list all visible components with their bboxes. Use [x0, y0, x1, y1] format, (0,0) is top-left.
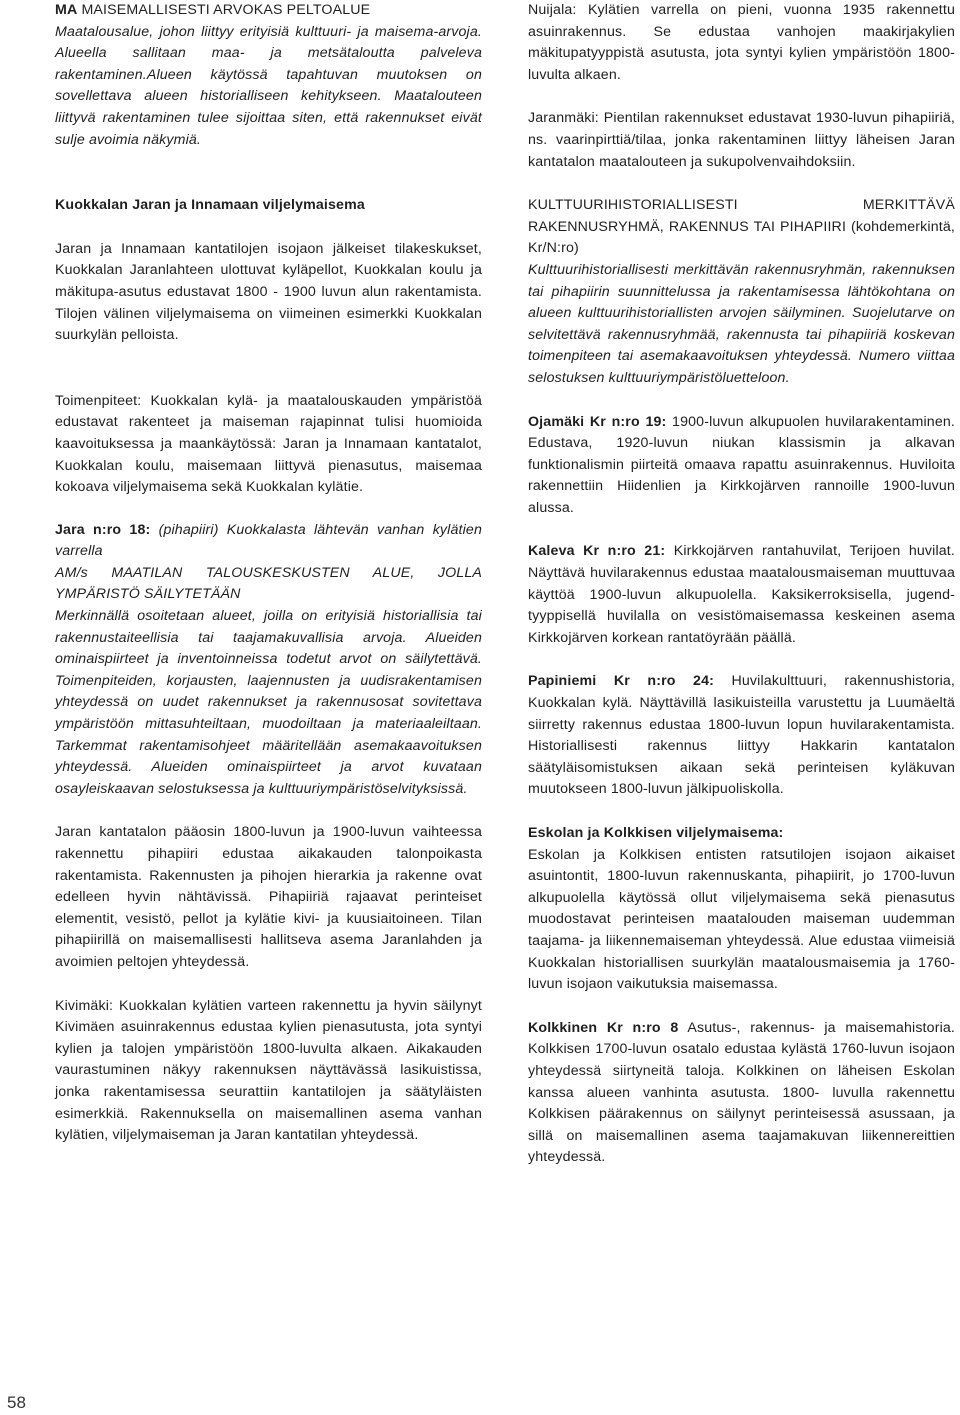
kuokkala-heading: Kuokkalan Jaran ja Innamaan viljelymaisema	[55, 197, 365, 214]
eskola-block	[528, 823, 955, 996]
kr-heading: KULTTUURIHISTORIALLISESTI MERKITTÄVÄ RAKENNUSRYHMÄ, RAKENNUS TAI PIHAPIIRI (kohdemerkintä, Kr/N:ro)	[528, 197, 955, 257]
kivimaki-paragraph: Kivimäki: Kuokkalan kylätien varteen rakennettu ja hyvin säilynyt Kivimäen asuinrakennus edustaa kylien pienasutusta, jota syntyi kylien ja talojen ympäristöön 1800-luvulta alkaen. Aikakauden vaurastuminen näkyy rakennuksen näyttävässä lasikuistissa, jonka rakentamisessa seurattiin kantatilojen ja säätyläisten esimerkkiä. Rakennuksella on maisemallinen asema vanhan kylätien, viljelymaiseman ja Jaran kantatilan yhteydessä.	[55, 997, 482, 1144]
jara-block	[55, 520, 482, 801]
kolkkinen-paragraph	[528, 1018, 955, 1169]
kolkkinen-text: Asutus-, rakennus- ja maisemahistoria. Kolkkisen 1700-luvun osatalo edustaa kylästä 1760-luvun isojaon yhteydessä siirtyneitä taloja. Kolkkinen on läheisen Eskolan kanssa alueen vanhinta asutusta. 1800- luvulla rakennettu Kolkkisen päärakennus on säilynyt perinteisessä asussaan, ja sillä on maisemallinen asema taajamakuvan liikennereittien yhteydessä.	[528, 1019, 955, 1166]
eskola-heading: Eskolan ja Kolkkisen viljelymaisema:	[528, 825, 784, 841]
jaran-paragraph: Jaran ja Innamaan kantatilojen isojaon jälkeiset tilakeskukset, Kuokkalan Jaranlahteen ulottuvat kyläpellot, Kuokkalan koulu ja mäkitupa-asutus edustavat 1800 - 1900 luvun alun rakentamista. Tilojen välinen viljelymaisema on viimeinen esimerkki Kuokkalan suurkylän pelloista.	[55, 240, 482, 344]
ams-heading: AM/s MAATILAN TALOUSKESKUSTEN ALUE, JOLLA YMPÄRISTÖ SÄILYTETÄÄN	[55, 564, 482, 603]
kaleva-paragraph	[528, 541, 955, 649]
kolkkinen-label: Kolkkinen Kr n:ro 8	[528, 1019, 679, 1036]
papiniemi-paragraph	[528, 671, 955, 801]
jaranmaki-paragraph: Jaranmäki: Pientilan rakennukset edustavat 1930-luvun pihapiiriä, ns. vaarinpirttiä/tilaa, jonka rakentaminen liittyy läheisen Jaran kantatalon maatalouteen ja sukupolvenvaihdoksiin.	[528, 110, 955, 170]
kr-block	[528, 195, 955, 389]
ojamaki-text: 1900-luvun alkupuolen huvilarakentaminen. Edustava, 1920-luvun niukan klassismin ja alkavan funktionalismin piirteitä omaava rapattu asuinrakennus. Huviloita rakennettiin Hiidenlien ja Kirkkojärven rannoille 1900-luvun alussa.	[528, 413, 956, 516]
jara-label: Jara n:ro 18:	[55, 521, 151, 538]
ams-description: Merkinnällä osoitetaan alueet, joilla on erityisiä historiallisia tai rakennustaiteellisia tai taajamakuvallisia arvoja. Alueiden ominaispiirteet ja inventoinneissa todetut arvot on säilytettävä. Toimenpiteiden, korjausten, laajennusten ja uudisrakentamisen yhteydessä on uudet rakennukset ja rakennusosat sovitettava ympäristöön mittasuhteiltaan, muodoiltaan ja materiaaleiltaan. Tarkemmat rakentamisohjeet määritellään asemakaavoituksen yhteydessä. Alueiden ominaispiirteet ja arvot kuvataan osayleiskaavan selostuksessa ja kulttuuriympäristöselvityksissä.	[55, 608, 482, 797]
ma-description: Maatalousalue, johon liittyy erityisiä kulttuuri- ja maisema-arvoja. Alueella sallitaan maa- ja metsätaloutta palveleva rakentaminen.Alueen käytössä tapahtuvan muutoksen on sovellettava alueen historialliseen kehitykseen. Maatalouteen liittyvä rakentaminen tulee sijoittaa siten, että rakennukset eivät sulje avoimia näkymiä.	[55, 23, 482, 148]
papiniemi-text: Huvilakulttuuri, rakennushistoria, Kuokkalan kylä. Näyttävillä lasikuisteilla varustettu ja Luumäeltä siirretty rakennus edustaa 1800-luvun lopun huvilarakentamista. Historiallisesti rakennus liittyy Hakkarin kantatalon säätyläisomistuksen aikaan sekä perinteisen kyläkuvan muutokseen 1800-luvun jälkipuoliskolla.	[528, 673, 956, 798]
kantatalo-paragraph: Jaran kantatalon pääosin 1800-luvun ja 1900-luvun vaihteessa rakennettu pihapiiri edustaa aikakauden talonpoikasta rakentamista. Rakennusten ja pihojen hierarkia ja rakenne ovat edelleen hyvin nähtävissä. Pihapiiriä rajaavat perinteiset elementit, vesistö, pellot ja kylätie kivi- ja kuusiaitoineen. Tilan pihapiirillä on maisemallisesti hallitseva asema Jaranlahden ja avoimien peltojen yhteydessä.	[55, 824, 482, 970]
left-column	[55, 0, 482, 1147]
ma-code: MA	[55, 2, 78, 18]
toimenpiteet-paragraph: Toimenpiteet: Kuokkalan kylä- ja maatalouskauden ympäristöä edustavat rakenteet ja maiseman rajapinnat tulisi huomioida kaavoituksessa ja maankäytössä: Jaran ja Innamaan kantatalot, Kuokkalan koulu, maisemaan liittyvä pienasutus, maisemaa kokoava viljelymaisema sekä Kuokkalan kylätie.	[55, 392, 482, 496]
ma-block	[55, 0, 482, 151]
kaleva-text: Kirkkojärven rantahuvilat, Terijoen huvilat. Näyttävä huvilarakennus edustaa maatalousmaiseman muuttuvaa käyttöä 1900-luvun alkupuolella. Kaksikerroksisella, jugend-tyyppisellä huvilalla on vesistömaisemassa keskeinen asema Kirkkojärven korkean rantatöyrään päällä.	[528, 543, 955, 646]
ojamaki-label: Ojamäki Kr n:ro 19:	[528, 413, 667, 430]
ojamaki-paragraph	[528, 412, 955, 520]
ma-heading: MAISEMALLISESTI ARVOKAS PELTOALUE	[77, 2, 371, 18]
right-column	[528, 0, 955, 1169]
papiniemi-label: Papiniemi Kr n:ro 24:	[528, 673, 715, 690]
eskola-text: Eskolan ja Kolkkisen entisten ratsutilojen isojaon aikaiset asuintontit, 1800-luvun rakennuskanta, pihapiirit, jo 1700-luvun alkupuolella käytössä ollut viljelymaisema sekä pienasutus muodostavat perinteisen maatalouden maiseman uudemman taajama- ja liikennemaiseman yhteydessä. Alue edustaa viimeisiä Kuokkalan historiallisen suurkylän maatalousmaisemia ja 1760-luvun isojaon vaikutuksia maisemassa.	[528, 846, 955, 993]
page-number: 58	[7, 1393, 26, 1412]
kr-description: Kulttuurihistoriallisesti merkittävän rakennusryhmän, rakennuksen tai pihapiirin suunnittelussa ja rakentamisessa lähtökohtana on alueen kulttuurihistoriallisten arvojen säilyminen. Suojelutarve on selvitettävä rakennusryhmää, rakennusta tai pihapiiriä koskevan toimenpiteen tai asemakaavoituksen yhteydessä. Numero viittaa selostuksen kulttuuriympäristöluetteloon.	[528, 261, 955, 386]
nuijala-paragraph: Nuijala: Kylätien varrella on pieni, vuonna 1935 rakennettu asuinrakennus. Se edustaa vanhojen maakirjakylien mäkitupatyyppistä asutusta, jota syntyi kylien ympäristöön 1800-luvulta alkaen.	[528, 2, 955, 83]
jara-location: (pihapiiri) Kuokkalasta lähtevän vanhan kylätien varrella	[55, 521, 482, 560]
kaleva-label: Kaleva Kr n:ro 21:	[528, 543, 666, 560]
